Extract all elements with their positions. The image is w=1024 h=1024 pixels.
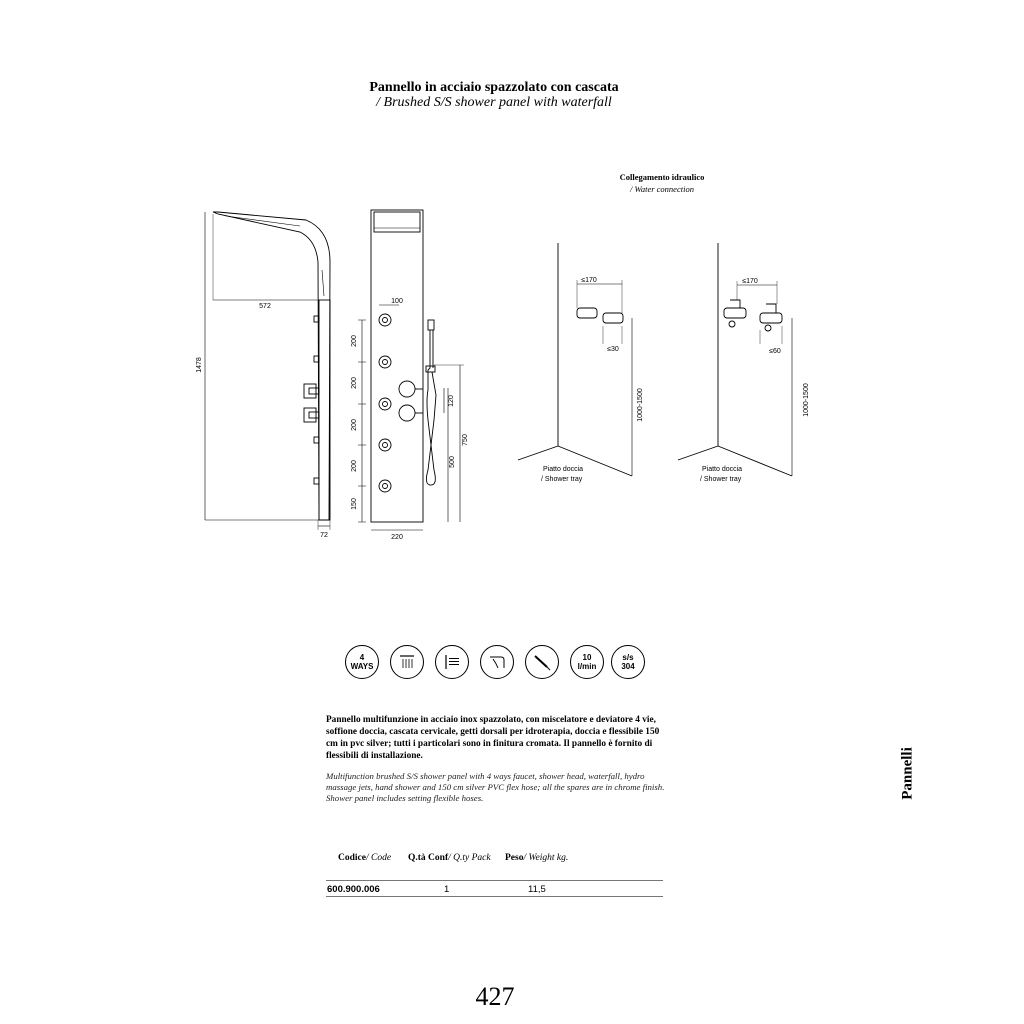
connection-diagram-1 <box>518 243 632 476</box>
dim-gap-2: 200 <box>351 377 358 389</box>
dim-gap-3: 200 <box>351 419 358 431</box>
table-cell-qty: 1 <box>444 884 450 895</box>
massage-jets-icon <box>435 645 469 679</box>
dim-hose-500: 500 <box>449 456 456 468</box>
dim-thickness: 72 <box>320 532 328 539</box>
waterfall-icon <box>480 645 514 679</box>
dim-bottom-gap: 150 <box>351 498 358 510</box>
dim-hose-750: 750 <box>462 434 469 446</box>
conn1-tray-english: / Shower tray <box>541 476 583 483</box>
dim-depth: 572 <box>259 303 271 310</box>
table-cell-code: 600.900.006 <box>327 884 380 895</box>
conn1-side-dim: ≤30 <box>607 346 619 353</box>
table-header-qty: Q.tà Conf/ Q.ty Pack <box>408 853 491 863</box>
dim-height: 1478 <box>196 357 203 373</box>
title-italian: Pannello in acciaio spazzolato con cascata <box>369 80 619 95</box>
four-ways-icon: 4 WAYS <box>345 645 379 679</box>
table-header-code: Codice/ Code <box>338 853 392 863</box>
description-english: Multifunction brushed S/S shower panel with 4 ways faucet, shower head, waterfall, hydro massage jets, hand shower and 150 cm silver PVC flex hose; all the spares are in chrome finish. Shower panel includes setting flexible hoses. <box>326 771 665 803</box>
dim-hose-120: 120 <box>448 395 455 407</box>
title-english: / Brushed S/S shower panel with waterfall <box>376 95 612 110</box>
feature-icons <box>345 645 645 685</box>
table-cell-weight: 11,5 <box>528 884 546 895</box>
conn2-tray-italian: Piatto doccia <box>702 466 743 473</box>
table-divider <box>326 896 663 897</box>
dim-gap-1: 200 <box>351 335 358 347</box>
conn1-height-dim: 1000-1500 <box>637 388 644 422</box>
table-divider <box>326 880 663 881</box>
flow-rate-icon: 10 l/min <box>570 645 604 679</box>
dim-gap-4: 200 <box>351 460 358 472</box>
section-label: Pannelli <box>899 747 916 800</box>
front-view-panel <box>371 210 436 522</box>
hand-shower-icon <box>525 645 559 679</box>
dim-jet-spacing: 100 <box>391 298 403 305</box>
table-header-weight: Peso/ Weight kg. <box>505 853 569 863</box>
description-italian: Pannello multifunzione in acciaio inox spazzolato, con miscelatore e deviatore 4 vie, soffione doccia, cascata cervicale, getti dorsali per idroterapia, doccia e flessibile 150 cm in pvc silver; tutti i particolari sono in finitura cromata. Il pannello è fornito di flessibili di installazione. <box>326 715 660 761</box>
dim-width: 220 <box>391 534 403 541</box>
connection-title-english: / Water connection <box>630 184 694 194</box>
conn2-height-dim: 1000-1500 <box>803 383 810 417</box>
conn1-tray-italian: Piatto doccia <box>543 466 584 473</box>
conn2-top-dim: ≤170 <box>742 278 758 285</box>
steel-grade-icon: s/s 304 <box>611 645 645 679</box>
conn2-tray-english: / Shower tray <box>700 476 742 483</box>
page-number: 427 <box>475 982 515 1011</box>
shower-head-icon <box>390 645 424 679</box>
conn1-top-dim: ≤170 <box>581 277 597 284</box>
connection-diagram-2 <box>678 243 792 476</box>
connection-title-italian: Collegamento idraulico <box>619 172 705 182</box>
conn2-side-dim: ≤60 <box>769 348 781 355</box>
side-view-panel <box>213 212 330 520</box>
